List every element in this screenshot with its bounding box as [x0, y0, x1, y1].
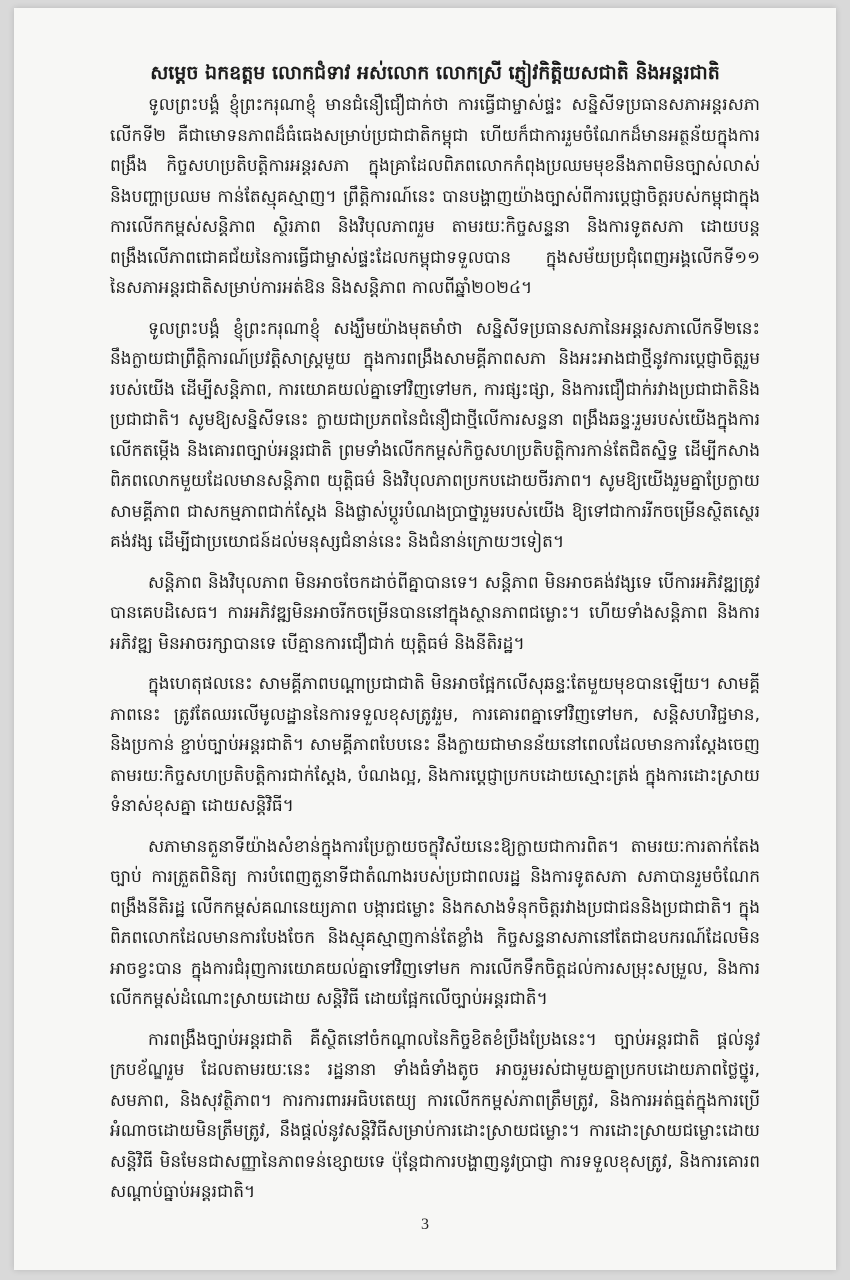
page-number: 3 [421, 1216, 429, 1233]
paragraph-4: ក្នុងហេតុផលនេះ សាមគ្គីភាពបណ្តាប្រជាជាតិ មិនអាចផ្អែកលើសុឆន្ទៈតែមួយមុខបានឡើយ។ សាមគ្គីភាពនេះ ត្រូវតែឈរលើមូលដ្ឋាននៃការទទួលខុសត្រូវរួម, ការគោរពគ្នាទៅវិញទៅមក, សន្តិសហវិជ្ជមាន, និងប្រកាន់ ខ្ជាប់ច្បាប់អន្តរជាតិ។ សាមគ្គីភាពបែបនេះ នឹងក្លាយជាមានន័យនៅពេលដែលមានការស្តែងចេញតាមរយៈកិច្ចសហប្រតិបត្តិការជាក់ស្តែង, បំណងល្អ, និងការប្តេជ្ញាប្រកបដោយស្មោះត្រង់ ក្នុងការដោះស្រាយទំនាស់ខុសគ្នា ដោយសន្តិវិធី។ [110, 674, 760, 816]
page-title: សម្តេច ឯកឧត្តម លោកជំទាវ អស់លោក លោកស្រី ភ្ញៀវកិត្តិយសជាតិ និងអន្តរជាតិ [150, 62, 720, 84]
document-page [14, 8, 836, 1270]
paragraph-5: សភាមានតួនាទីយ៉ាងសំខាន់ក្នុងការប្រែក្លាយចក្ខុវិស័យនេះឱ្យក្លាយជាការពិត។ តាមរយៈការតាក់តែងច្បាប់ ការត្រួតពិនិត្យ ការបំពេញតួនាទីជាតំណាងរបស់ប្រជាពលរដ្ឋ និងការទូតសភា សភាបានរួមចំណែកពង្រឹងនីតិរដ្ឋ លើកកម្ពស់គណនេយ្យភាព បង្ការជម្លោះ និងកសាងទំនុកចិត្តរវាងប្រជាជននិងប្រជាជាតិ។ ក្នុងពិភពលោកដែលមានការបែងចែក និងស្មុគស្មាញកាន់តែខ្លាំង កិច្ចសន្ទនាសភានៅតែជាឧបករណ៍ដែលមិនអាចខ្វះបាន ក្នុងការជំរុញការយោគយល់គ្នាទៅវិញទៅមក ការលើកទឹកចិត្តដល់ការសម្រុះសម្រួល, និងការលើកកម្ពស់ដំណោះស្រាយដោយ សន្តិវិធី ដោយផ្អែកលើច្បាប់អន្តរជាតិ។ [110, 836, 760, 1009]
document-body [110, 58, 760, 1218]
paragraph-1: ទូលព្រះបង្គំ ខ្ញុំព្រះករុណាខ្ញុំ មានជំនឿជឿជាក់ថា ការធ្វើជាម្ចាស់ផ្ទះ សន្និសីទប្រធានសភាអន្តរសភាលើកទី២ គឺជាមោទនភាពដ៏ធំធេងសម្រាប់ប្រជាជាតិកម្ពុជា ហើយក៏ជាការរួមចំណែកដ៏មានអត្ថន័យក្នុងការពង្រឹង កិច្ចសហប្រតិបត្តិការអន្តរសភា ក្នុងគ្រាដែលពិភពលោកកំពុងប្រឈមមុខនឹងភាពមិនច្បាស់លាស់ និងបញ្ហាប្រឈម កាន់តែស្មុគស្មាញ។ ព្រឹត្តិការណ៍នេះ បានបង្ហាញយ៉ាងច្បាស់ពីការប្តេជ្ញាចិត្តរបស់កម្ពុជាក្នុងការលើកកម្ពស់សន្តិភាព ស្ថិរភាព និងវិបុលភាពរួម តាមរយៈកិច្ចសន្ទនា និងការទូតសភា ដោយបន្តពង្រឹងលើភាពជោគជ័យនៃការធ្វើជាម្ចាស់ផ្ទះដែលកម្ពុជាទទួលបាន ក្នុងសម័យប្រជុំពេញអង្គលើកទី១១ នៃសភាអន្តរជាតិសម្រាប់ការអត់ឱន និងសន្តិភាព កាលពីឆ្នាំ២០២៤។ [110, 95, 760, 298]
paragraph-6: ការពង្រឹងច្បាប់អន្តរជាតិ គឺស្ថិតនៅចំកណ្តាលនៃកិច្ចខិតខំប្រឹងប្រែងនេះ។ ច្បាប់អន្តរជាតិ ផ្តល់នូវក្របខ័ណ្ឌរួម ដែលតាមរយៈនេះ រដ្ឋនានា ទាំងធំទាំងតូច អាចរួមរស់ជាមួយគ្នាប្រកបដោយភាពថ្លៃថ្នូរ, សមភាព, និងសុវត្ថិភាព។ ការការពារអធិបតេយ្យ ការលើកកម្ពស់ភាពត្រឹមត្រូវ, និងការអត់ធ្មត់ក្នុងការប្រើអំណាចដោយមិនត្រឹមត្រូវ, នឹងផ្តល់នូវសន្តិវិធីសម្រាប់ការដោះស្រាយជម្លោះ។ ការដោះស្រាយជម្លោះដោយសន្តិវិធី មិនមែនជាសញ្ញានៃភាពទន់ខ្សោយទេ ប៉ុន្តែជាការបង្ហាញនូវប្រាជ្ញា ការទទួលខុសត្រូវ, និងការគោរពសណ្តាប់ធ្នាប់អន្តរជាតិ។ [110, 1029, 760, 1202]
paragraph-2: ទូលព្រះបង្គំ ខ្ញុំព្រះករុណាខ្ញុំ សង្ឃឹមយ៉ាងមុតមាំថា សន្និសីទប្រធានសភានៃអន្តរសភាលើកទី២នេះ នឹងក្លាយជាព្រឹត្តិការណ៍ប្រវត្តិសាស្ត្រមួយ ក្នុងការពង្រឹងសាមគ្គីភាពសភា និងអះអាងជាថ្មីនូវការប្តេជ្ញាចិត្តរួមរបស់យើង ដើម្បីសន្តិភាព, ការយោគយល់គ្នាទៅវិញទៅមក, ការផ្សះផ្សា, និងការជឿជាក់រវាងប្រជាជាតិនិងប្រជាជាតិ។ សូមឱ្យសន្និសីទនេះ ក្លាយជាប្រភពនៃជំនឿជាថ្មីលើការសន្ទនា ពង្រឹងឆន្ទៈរួមរបស់យើងក្នុងការលើកតម្កើង និងគោរពច្បាប់អន្តរជាតិ ព្រមទាំងលើកកម្ពស់កិច្ចសហប្រតិបត្តិការកាន់តែជិតស្និទ្ធ ដើម្បីកសាងពិភពលោកមួយដែលមានសន្តិភាព យុត្តិធម៌ និងវិបុលភាពប្រកបដោយចីរភាព។ សូមឱ្យយើងរួមគ្នាប្រែក្លាយសាមគ្គីភាព ជាសកម្មភាពជាក់ស្តែង និងផ្លាស់ប្តូរបំណងប្រាថ្នារួមរបស់យើង ឱ្យទៅជាការរីកចម្រើនស្ថិតស្ថេរគង់វង្ស ដើម្បីជាប្រយោជន៍ដល់មនុស្សជំនាន់នេះ និងជំនាន់ក្រោយៗទៀត។ [110, 318, 760, 552]
paragraph-3: សន្តិភាព និងវិបុលភាព មិនអាចចែកដាច់ពីគ្នាបានទេ។ សន្តិភាព មិនអាចគង់វង្សទេ បើការអភិវឌ្ឍត្រូវបានគេបដិសេធ។ ការអភិវឌ្ឍមិនអាចរីកចម្រើនបាននៅក្នុងស្ថានភាពជម្លោះ។ ហើយទាំងសន្តិភាព និងការអភិវឌ្ឍ មិនអាចរក្សាបានទេ បើគ្មានការជឿជាក់ យុត្តិធម៌ និងនីតិរដ្ឋ។ [110, 572, 760, 654]
